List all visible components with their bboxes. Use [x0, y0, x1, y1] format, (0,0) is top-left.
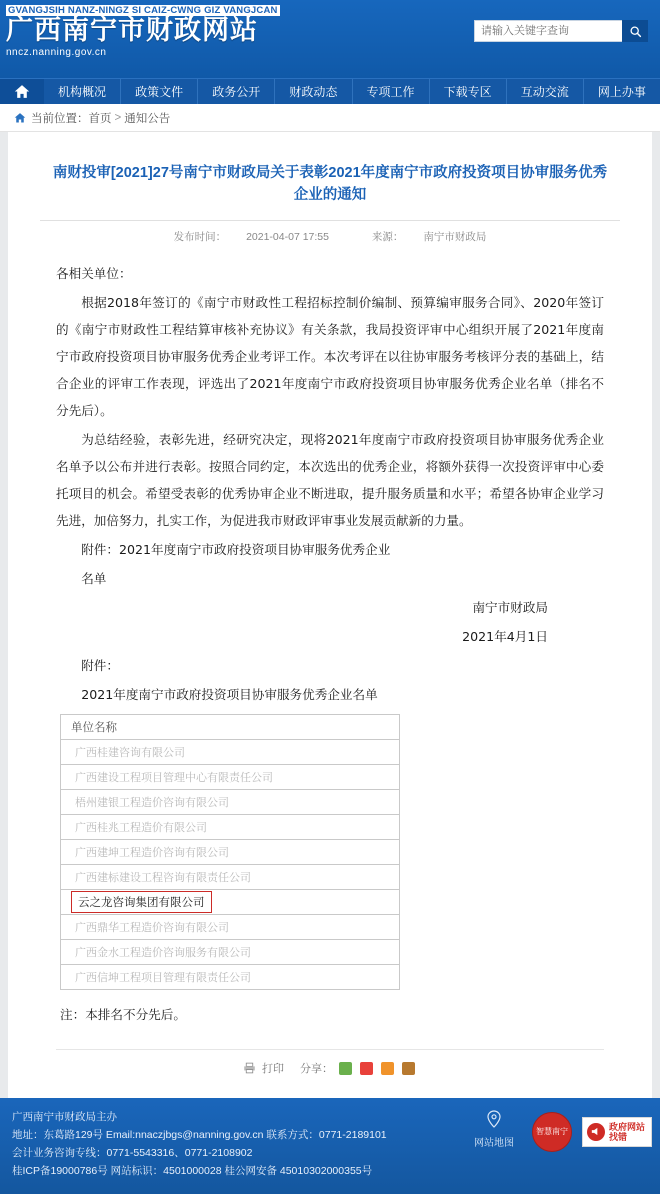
nav-item-5[interactable]: 下载专区 — [430, 79, 507, 104]
breadcrumb-item-notice[interactable]: 通知公告 — [124, 112, 171, 125]
company-name: 广西金水工程造价咨询服务有限公司 — [75, 946, 251, 959]
seal-text: 智慧南宁 — [535, 1127, 568, 1136]
breadcrumb-label: 当前位置： — [31, 112, 89, 125]
site-header — [0, 0, 660, 78]
more-icon[interactable] — [402, 1062, 415, 1075]
gov-site-error-badge[interactable] — [582, 1117, 652, 1147]
gov-badge-sub: 找错 — [608, 1131, 627, 1142]
paragraph-2: 为总结经验，表彰先进，经研究决定，现将2021年度南宁市政府投资项目协审服务优秀企业名单予以公布并进行表彰。按照合同约定，本次选出的优秀企业，将额外获得一次投资评审中心委托项目的机会。希望受表彰的优秀协审企业不断进取，提升服务质量和水平；希望各协审企业学习先进，加倍努力，扎实工作，为促进我市财政评审事业发展贡献新的力量。 — [56, 432, 604, 528]
nav-item-7[interactable]: 网上办事 — [597, 85, 646, 99]
table-note: 注：本排名不分先后。 — [60, 1007, 186, 1022]
nav-item-6[interactable]: 互动交流 — [507, 79, 584, 104]
company-name: 广西建设工程项目管理中心有限责任公司 — [75, 771, 273, 784]
company-name: 广西鼎华工程造价咨询有限公司 — [75, 921, 229, 934]
site-footer — [0, 1098, 660, 1194]
paragraph-1: 根据2018年签订的《南宁市财政性工程招标控制价编制、预算编审服务合同》、2020年签订的《南宁市财政性工程结算审核补充协议》有关条款，我局投资评审中心组织开展了2021年度南宁市政府投资项目协审服务优秀企业考评工作。本次考评在以往协审服务考核评分表的基础上，结合企业的评审工作表现，评选出了2021年度南宁市政府投资项目协审服务优秀企业名单（排名不分先后）。 — [56, 295, 604, 418]
table-row-highlighted — [61, 890, 400, 915]
publish-time: 发布时间： 2021-04-07 17:55 — [173, 231, 329, 243]
wechat-icon[interactable] — [339, 1062, 352, 1075]
page-title: 南财投审[2021]27号南宁市财政局关于表彰2021年度南宁市政府投资项目协审服务优秀企业的通知 — [52, 165, 608, 203]
main-nav — [0, 78, 660, 104]
table-row — [61, 815, 400, 840]
search-input[interactable] — [474, 20, 622, 42]
company-name: 广西建标建设工程咨询有限责任公司 — [75, 871, 251, 884]
qzone-icon[interactable] — [381, 1062, 394, 1075]
weibo-icon[interactable] — [360, 1062, 373, 1075]
breadcrumb-separator: > — [114, 111, 122, 124]
table-row — [61, 940, 400, 965]
search-icon — [629, 25, 642, 38]
paragraph-salutation: 各相关单位： — [56, 266, 132, 281]
paragraph-attachment-line: 附件：2021年度南宁市政府投资项目协审服务优秀企业 — [81, 542, 391, 557]
article-meta — [40, 220, 620, 244]
site-url: nncz.nanning.gov.cn — [6, 47, 107, 58]
article-body — [38, 260, 622, 708]
table-row — [61, 865, 400, 890]
site-pinyin: GVANGJSIH NANZ-NINGZ SI CAIZ-CWNG GIZ VANGJCAN — [8, 5, 278, 16]
company-name: 梧州建银工程造价咨询有限公司 — [75, 796, 229, 809]
footer-line-3: 桂ICP备19000786号 网站标识：4501000028 桂公网安备 45010302000355号 — [12, 1165, 373, 1177]
nav-item-0[interactable]: 机构概况 — [44, 79, 121, 104]
table-row — [61, 840, 400, 865]
nav-item-3[interactable]: 财政动态 — [275, 79, 352, 104]
site-logo[interactable] — [6, 2, 280, 58]
article-card — [8, 132, 652, 1098]
table-row — [61, 765, 400, 790]
attachment-label: 附件： — [81, 658, 119, 673]
site-map-link[interactable] — [466, 1110, 522, 1153]
table-header-company: 单位名称 — [61, 715, 400, 740]
home-icon — [14, 84, 30, 99]
share-bar — [56, 1049, 604, 1088]
site-map-label: 网站地图 — [473, 1138, 514, 1149]
company-name: 广西建坤工程造价咨询有限公司 — [75, 846, 229, 859]
nav-item-home[interactable] — [0, 79, 44, 104]
table-header-row — [61, 715, 400, 740]
nav-item-1[interactable]: 政策文件 — [121, 79, 198, 104]
breadcrumb — [0, 104, 660, 132]
footer-line-0: 广西南宁市财政局主办 — [12, 1111, 117, 1123]
nav-item-2[interactable]: 政务公开 — [198, 79, 275, 104]
share-label: 分享： — [300, 1063, 333, 1075]
location-pin-icon — [486, 1110, 502, 1128]
table-row — [61, 790, 400, 815]
gov-badge-text — [609, 1122, 645, 1142]
company-table — [60, 714, 400, 990]
megaphone-icon — [587, 1123, 605, 1141]
breadcrumb-item-home[interactable]: 首页 — [88, 112, 112, 125]
signature-date: 2021年4月1日 — [462, 629, 548, 644]
nav-item-4[interactable]: 专项工作 — [353, 79, 430, 104]
site-title: 广西南宁市财政网站 — [6, 15, 258, 46]
footer-line-2: 会计业务咨询专线：0771-5543316、0771-2108902 — [12, 1147, 253, 1159]
attachment-title: 2021年度南宁市政府投资项目协审服务优秀企业名单 — [81, 687, 378, 702]
breadcrumb-home-icon — [14, 112, 26, 124]
gov-badge-title: 政府网站 — [608, 1121, 645, 1132]
company-table-wrap — [38, 710, 622, 990]
article-source: 来源： 南宁市财政局 — [371, 231, 487, 243]
paragraph-attachment-line2: 名单 — [81, 571, 107, 586]
company-name: 广西桂建咨询有限公司 — [75, 746, 185, 759]
table-row — [61, 915, 400, 940]
company-name: 广西桂兆工程造价有限公司 — [75, 821, 207, 834]
company-name-highlighted: 云之龙咨询集团有限公司 — [71, 891, 212, 913]
search-button[interactable] — [622, 20, 648, 42]
company-name: 广西信坤工程项目管理有限责任公司 — [75, 971, 251, 984]
table-row — [61, 740, 400, 765]
signature: 南宁市财政局 — [472, 600, 548, 615]
footer-line-1: 地址：东葛路129号 Email:nnaczjbgs@nanning.gov.cn 联系方式：0771-2189101 — [12, 1129, 387, 1141]
print-button[interactable]: 打印 — [262, 1063, 284, 1075]
smart-nanning-seal[interactable] — [532, 1112, 572, 1152]
footer-right — [466, 1110, 652, 1153]
printer-icon[interactable] — [243, 1062, 256, 1074]
table-row — [61, 965, 400, 990]
search-box — [474, 20, 648, 42]
